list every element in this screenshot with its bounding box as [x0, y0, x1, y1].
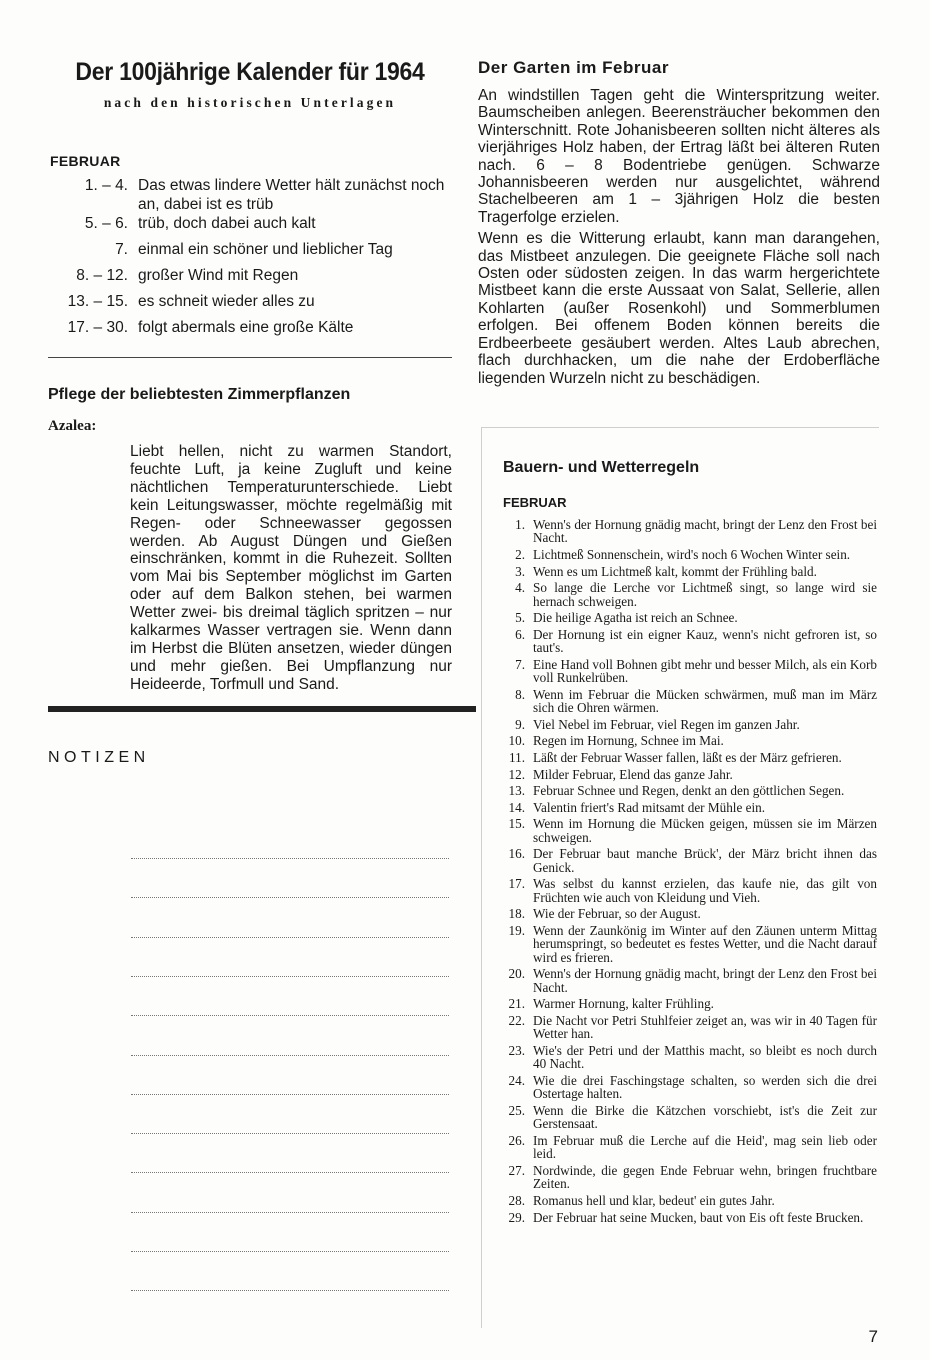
garden-heading: Der Garten im Februar [478, 58, 669, 77]
calendar-weather: einmal ein schöner und lieblicher Tag [138, 241, 393, 258]
rule-number: 8. [515, 686, 525, 702]
left-column [48, 50, 452, 767]
calendar-month: FEBRUAR [50, 153, 121, 169]
rule-number: 21. [508, 996, 525, 1012]
rule-number: 18. [508, 906, 525, 922]
calendar-weather: es schneit wieder alles zu [138, 293, 315, 310]
rule-number: 19. [508, 922, 525, 938]
divider-thick [48, 706, 476, 712]
calendar-days: 7. [115, 241, 128, 258]
rule-text: Wenn's der Hornung gnädig macht, bringt der Lenz den Frost bei Nacht. [533, 517, 877, 546]
rule-number: 7. [515, 656, 525, 672]
rule-text: Im Februar muß die Lerche auf die Heid', mag sein lieb oder leid. [533, 1132, 877, 1162]
calendar-row [48, 176, 452, 214]
rule-item [503, 518, 877, 545]
rule-number: 17. [508, 876, 525, 892]
rule-text: Wenn die Birke die Kätzchen vorschiebt, ist's die Zeit zur Gerstensaat. [533, 1102, 877, 1132]
rule-item [503, 1104, 877, 1131]
plant-name: Azalea: [48, 418, 97, 434]
rule-text: So lange die Lerche vor Lichtmeß singt, so lange wird sie hernach schweigen. [533, 580, 877, 609]
rule-number: 27. [508, 1162, 525, 1178]
rule-text: Wenn im Hornung die Mücken geigen, müssen sie im Märzen schweigen. [533, 816, 877, 845]
rule-item [503, 1134, 877, 1161]
rule-text: Wie die drei Faschingstage schalten, so werden sich die drei Ostertage halten. [533, 1072, 877, 1102]
note-line[interactable] [131, 858, 449, 859]
rule-text: Nordwinde, die gegen Ende Februar wehn, bringen fruchtbare Zeiten. [533, 1162, 877, 1192]
rule-number: 25. [508, 1102, 525, 1118]
rule-item [503, 817, 877, 844]
rule-item [503, 1074, 877, 1101]
calendar-table [48, 176, 452, 344]
note-line[interactable] [131, 1172, 449, 1173]
rule-text: Valentin friert's Rad mitsamt der Mühle ein. [533, 799, 766, 815]
calendar-row [48, 240, 452, 266]
rule-number: 2. [515, 547, 525, 562]
rule-item [503, 1194, 877, 1207]
rule-text: Milder Februar, Elend das ganze Jahr. [533, 766, 733, 782]
plants-heading: Pflege der beliebtesten Zimmerpflanzen [48, 386, 351, 403]
right-column [478, 58, 880, 391]
rule-number: 16. [508, 846, 525, 862]
rule-text: Wenn der Zaunkönig im Winter auf den Zäunen unterm Mittag herumspringt, so bedeutet es festes Wetter, und die Nacht darauf wird es frieren. [533, 922, 877, 965]
rule-item [503, 1044, 877, 1071]
calendar-row [48, 266, 452, 292]
rule-text: Die heilige Agatha ist reich an Schnee. [533, 610, 738, 626]
rule-number: 11. [509, 749, 525, 765]
page-number: 7 [868, 1327, 878, 1346]
garden-text [478, 87, 880, 387]
rule-item [503, 658, 877, 685]
calendar-weather: folgt abermals eine große Kälte [138, 319, 354, 336]
rule-item [503, 734, 877, 747]
plant-care-text: Liebt hellen, nicht zu warmen Standort, feuchte Luft, ja keine Zugluft und keine nächtlichen Temperaturunterschiede. Liebt kein Leitungswasser, möchte regelmäßig mit Regen- oder Schneewasser gegossen werden. Ab August Düngen und Gießen einschränken, kommt in die Ruhezeit. Sollten vom Mai bis September möglichst im Garten oder auf dem Balkon stehen, bei warmen Wetter zwei- bis dreimal täglich spritzen – nur kalkarmes Wasser vertragen sie. Wenn dann im Herbst die Blüten ansetzen, wieder düngen und mehr gießen. Bei Umpflanzung nur Heideerde, Torfmull und Sand. [130, 443, 452, 693]
note-line[interactable] [131, 897, 449, 898]
note-line[interactable] [131, 1290, 449, 1291]
calendar-days: 17. – 30. [67, 319, 128, 336]
rules-list [503, 518, 877, 1224]
rule-item [503, 548, 877, 561]
rule-item [503, 628, 877, 655]
rule-text: Die Nacht vor Petri Stuhlfeier zeiget an, was wir in 40 Tagen für Wetter han. [533, 1012, 877, 1042]
rule-text: Wenn es um Lichtmeß kalt, kommt der Frühling bald. [533, 563, 817, 579]
rule-number: 3. [515, 563, 525, 579]
rule-number: 23. [508, 1042, 525, 1058]
rule-number: 14. [508, 799, 525, 815]
rule-text: Wie der Februar, so der August. [533, 906, 701, 922]
page-title: Der 100jährige Kalender für 1964 [75, 58, 425, 86]
rule-number: 4. [515, 580, 525, 596]
rule-text: Wenn's der Hornung gnädig macht, bringt der Lenz den Frost bei Nacht. [533, 966, 877, 995]
rule-text: Was selbst du kannst erzielen, das kaufe nie, das gilt von Früchten wie auch von Kleidung und Vieh. [533, 876, 877, 905]
rule-number: 20. [508, 966, 525, 982]
rule-text: Eine Hand voll Bohnen gibt mehr und besser Milch, als ein Korb voll Runkelrüben. [533, 656, 877, 686]
calendar-days: 13. – 15. [67, 293, 128, 310]
rule-item [503, 718, 877, 731]
note-line[interactable] [131, 976, 449, 977]
calendar-weather: trüb, doch dabei auch kalt [138, 215, 316, 232]
rule-number: 24. [508, 1072, 525, 1088]
rule-number: 6. [515, 626, 525, 642]
note-line[interactable] [131, 1094, 449, 1095]
rule-item [503, 877, 877, 904]
calendar-weather: Das etwas lindere Wetter hält zunächst noch an, dabei ist es trüb [138, 177, 445, 213]
rule-text: Der Februar baut manche Brück', der März bricht ihnen das Genick. [533, 846, 877, 875]
rule-number: 1. [515, 517, 525, 532]
weather-rules [503, 459, 877, 1227]
calendar-row [48, 292, 452, 318]
rule-item [503, 907, 877, 920]
rule-number: 5. [515, 610, 525, 626]
rule-item [503, 997, 877, 1010]
rule-text: Wie's der Petri und der Matthis macht, so bleibt es noch durch 40 Nacht. [533, 1042, 877, 1072]
rule-text: Warmer Hornung, kalter Frühling. [533, 996, 714, 1012]
rule-item [503, 1164, 877, 1191]
rule-text: Läßt der Februar Wasser fallen, läßt es der März gefrieren. [533, 749, 842, 765]
note-line[interactable] [131, 1015, 449, 1016]
rule-number: 15. [508, 816, 525, 832]
calendar-days: 8. – 12. [76, 267, 128, 284]
page-subtitle: nach den historischen Unterlagen [103, 95, 397, 110]
rule-item [503, 611, 877, 624]
rule-text: Viel Nebel im Februar, viel Regen im ganzen Jahr. [533, 716, 800, 732]
rules-month: FEBRUAR [503, 495, 567, 510]
calendar-days: 1. – 4. [84, 177, 128, 194]
rule-text: Der Hornung ist ein eigner Kauz, wenn's nicht gefroren ist, so taut's. [533, 626, 877, 656]
rule-number: 13. [508, 783, 525, 799]
note-line[interactable] [131, 1251, 449, 1252]
rule-number: 10. [508, 733, 525, 749]
calendar-row [48, 214, 452, 240]
rule-item [503, 924, 877, 964]
rule-item [503, 1211, 877, 1224]
rule-item [503, 967, 877, 994]
rule-item [503, 801, 877, 814]
rule-item [503, 751, 877, 764]
garden-paragraph: An windstillen Tagen geht die Winterspritzung weiter. Baumscheiben anlegen. Beerensträucher bekommen den Winterschnitt. Rote Johanisbeeren sollten nicht älteres als vierjähriges Holz haben, der Ertrag läßt bei älteren Ruten nach. 6 – 8 Bodentriebe genügen. Schwarze Johannisbeeren werden nur ausgelichtet, während Stachelbeeren am 1 – 3jährigen Holz die besten Tragerfolge erzielen. [478, 87, 880, 226]
rule-text: Februar Schnee und Regen, denkt an den göttlichen Segen. [533, 783, 845, 799]
rule-number: 12. [508, 766, 525, 782]
note-line[interactable] [131, 1133, 449, 1134]
rule-number: 9. [515, 716, 525, 732]
rule-item [503, 581, 877, 608]
rule-number: 22. [508, 1012, 525, 1028]
calendar-days: 5. – 6. [84, 215, 128, 232]
rule-text: Regen im Hornung, Schnee im Mai. [533, 733, 724, 749]
notes-label: NOTIZEN [48, 748, 150, 766]
rule-item [503, 784, 877, 797]
rule-text: Lichtmeß Sonnenschein, wird's noch 6 Wochen Winter sein. [533, 547, 851, 562]
garden-paragraph: Wenn es die Witterung erlaubt, kann man darangehen, das Mistbeet anzulegen. Die geeignete Fläche soll nach Osten oder südosten zeigen. In das warm hergerichtete Mistbeet kann die erste Aussaat von Salat, Sellerie, allen Kohlarten (außer Rosenkohl) und Sommerblumen erfolgen. Bei offenem Boden können bereits die Erdbeerbeete gesäubert werden. Altes Laub abrechen, flach durchhacken, um die nahe der Erdoberfläche liegenden Wurzeln nicht zu beschädigen. [478, 230, 880, 387]
rule-item [503, 768, 877, 781]
rule-item [503, 1014, 877, 1041]
rule-number: 28. [508, 1192, 525, 1208]
note-line[interactable] [131, 1212, 449, 1213]
rule-item [503, 847, 877, 874]
calendar-weather: großer Wind mit Regen [138, 267, 299, 284]
note-line[interactable] [131, 1055, 449, 1056]
rule-item [503, 565, 877, 578]
calendar-row [48, 318, 452, 344]
rule-text: Wenn im Februar die Mücken schwärmen, muß man im März sich die Ohren wärmen. [533, 686, 877, 716]
rule-text: Der Februar hat seine Mucken, baut von Eis oft feste Brucken. [533, 1209, 864, 1225]
rule-text: Romanus hell und klar, bedeut' ein gutes Jahr. [533, 1192, 775, 1208]
note-line[interactable] [131, 937, 449, 938]
rule-number: 29. [508, 1209, 525, 1225]
rules-heading: Bauern- und Wetterregeln [503, 459, 700, 476]
rule-number: 26. [508, 1132, 525, 1148]
rule-item [503, 688, 877, 715]
